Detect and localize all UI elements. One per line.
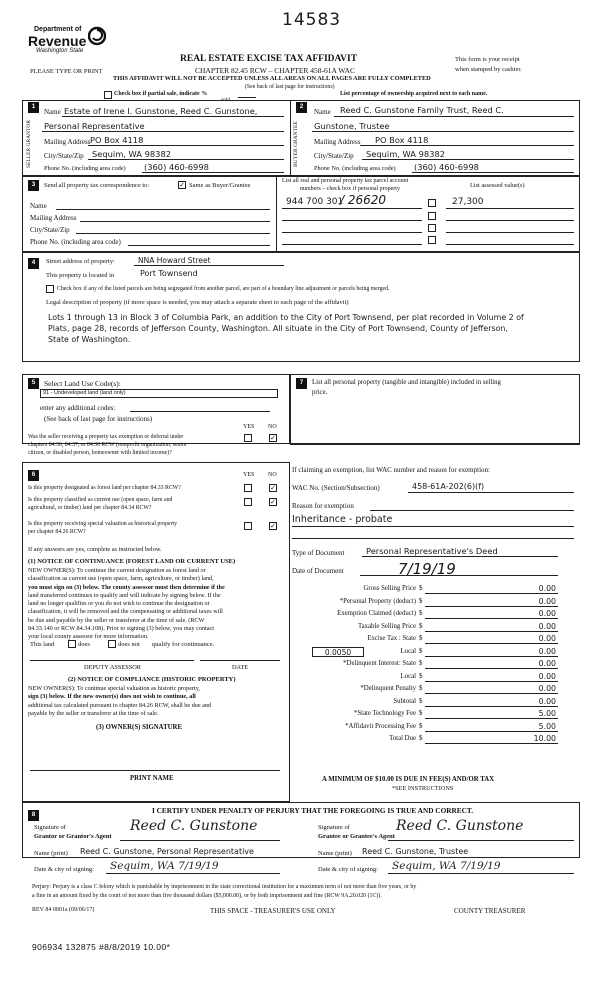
does-not-checkbox[interactable] [108,640,116,648]
grantor-signature-label-1: Signature of [34,824,66,831]
fee-value[interactable]: 0.00 [538,584,556,593]
notice1-line: NEW OWNER(S): To continue the current designation as forest land or [28,567,206,574]
does-not-label: does not [118,641,140,648]
grantee-signature-label-1: Signature of [318,824,350,831]
notice2-line: NEW OWNER(S): To continue special valuation as historic property, [28,685,200,692]
partial-sale-label: Check box if partial sale, indicate % [114,91,208,97]
list-percentage-label: List percentage of ownership acquired next to each name. [340,91,488,97]
seller-city[interactable]: Sequim, WA 98382 [92,149,172,159]
parcel-4-personal-checkbox[interactable] [428,236,436,244]
section5-question-2: chapters 84.36, 84.37, or 84.38 RCW (nonprofit organization, senior [28,442,187,448]
street-label: Street address of property: [46,258,115,265]
section5-no-checkbox[interactable]: ✓ [270,434,276,442]
doc-type[interactable]: Personal Representative's Deed [366,546,498,556]
same-as-buyer-label: Same as Buyer/Grantee [189,182,251,189]
section-4-number: 4 [28,258,39,269]
buyer-phone-label: Phone No. (including area code) [314,165,396,172]
historic-question-2: per chapter 84.26 RCW? [28,529,86,535]
does-checkbox[interactable] [68,640,76,648]
notice2-line: additional tax calculated pursuant to chapter 84.26 RCW, shall be due and [28,701,212,709]
fee-value[interactable]: 10.00 [533,734,556,743]
located-label: This property is located in [46,272,115,279]
fee-underline [425,656,558,657]
buyer-address-label: Mailing Address [314,138,361,146]
notice2-line: payable by the seller or transferor at the time of sale. [28,709,159,717]
notice2-line: sign (3) below. If the new owner(s) does not wish to continue, all [28,693,196,701]
seller-phone[interactable]: (360) 460-6998 [144,162,209,172]
county-treasurer-label: COUNTY TREASURER [454,907,526,915]
fee-dollar-sign: $ [419,672,423,680]
fee-value[interactable]: 5.00 [538,709,556,718]
grantee-signature-label-2: Grantee or Grantee's Agent [318,833,395,840]
fee-value[interactable]: 0.00 [538,659,556,668]
fee-dollar-sign: $ [419,585,423,592]
legal-description-2[interactable]: Plats, page 28, records of Jefferson County, Washington. All situate in the City of Port Townsend, County of Jefferson, [48,324,508,333]
fee-value[interactable]: 0.00 [538,609,556,618]
section5-no-header: NO [268,424,277,430]
print-name-label: PRINT NAME [130,775,174,782]
grantee-date-label: Date & city of signing: [318,866,378,873]
section-6-number: 6 [28,470,39,481]
partial-sale-checkbox[interactable] [104,91,112,99]
exemption-header: If claiming an exemption, list WAC number and reason for exemption: [292,466,490,474]
current-use-question-2: agricultural, or timber) land per chapter 84.34 RCW? [28,505,152,511]
minimum-due-note: A MINIMUM OF $10.00 IS DUE IN FEE(S) AND/OR TAX [322,776,495,783]
assessed-value[interactable]: 27,300 [452,197,484,207]
legal-description-3[interactable]: State of Washington. [48,335,131,344]
fee-dollar-sign: $ [419,710,423,717]
fee-underline [425,631,558,632]
legal-description-1[interactable]: Lots 1 through 13 in Block 3 of Columbia Park, an addition to the City of Port Townsend, per plat recorded in Volume 2 of [48,313,524,322]
fee-underline [425,743,558,744]
fee-label: Exemption Claimed (deduct) [337,610,416,617]
buyer-side-label: BUYER GRANTEE [293,121,299,167]
fee-underline [425,606,558,607]
historic-no-checkbox[interactable]: ✓ [270,522,276,530]
forest-no-checkbox[interactable]: ✓ [270,484,276,492]
logo-text-revenue: Revenue [28,33,87,49]
seller-name-label: Name [44,108,61,116]
handwritten-number: 14583 [282,10,342,30]
section-2-number: 2 [296,102,307,113]
perjury-note-1: Perjury: Perjury is a class C felony which is punishable by imprisonment in the state correctional institution for a maximum term of not more than five years, or by [32,884,417,890]
buyer-name-2[interactable]: Gunstone, Trustee [314,121,390,131]
historic-question-1: Is this property receiving special valuation as historical property [28,521,178,527]
segregated-label: Check box if any of the listed parcels are being segregated from another parcel, are part of a boundary line adjustment or parcels being merged. [57,286,390,292]
if-any-yes-note: If any answers are yes, complete as instructed below. [28,546,162,553]
notice-compliance-title: (2) NOTICE OF COMPLIANCE (HISTORIC PROPERTY) [68,676,236,683]
see-instructions-note: *SEE INSTRUCTIONS [392,785,454,792]
receipt-note-1: This form is your receipt [455,56,520,63]
fee-label: Total Due [389,735,416,742]
fee-underline [425,681,558,682]
fee-underline [425,618,558,619]
seller-side-label: SELLER GRANTOR [26,119,32,169]
deputy-date-label: DATE [232,664,249,671]
section6-yes-header: YES [243,472,255,478]
fee-underline [425,706,558,707]
section-1-number: 1 [28,102,39,113]
fee-label: Local [400,647,416,655]
see-back-note: (See back of last page for instructions) [245,84,335,90]
notice-continuance-title: (1) NOTICE OF CONTINUANCE (FOREST LAND OR CURRENT USE) [28,558,236,565]
notice1-line: be due and payable by the seller or transferor at the time of sale. (RCW [28,616,205,624]
sold-label: sold. [221,97,232,103]
land-use-code[interactable]: 91 - Undeveloped land (land only) [43,390,126,396]
receipt-stamp: 906934 132875 #8/8/2019 10.00* [32,942,171,952]
section5-yes-header: YES [243,424,255,430]
personal-property-label-1: List all personal property (tangible and intangible) included in selling [312,379,501,386]
grantor-name-print-label: Name (print) [34,850,68,857]
doc-date-label: Date of Document [292,567,344,575]
historic-yes-checkbox[interactable] [244,522,252,530]
fee-value[interactable]: 0.00 [538,634,556,643]
buyer-phone[interactable]: (360) 460-6998 [414,162,479,172]
grantee-date-city[interactable]: Sequim, WA 7/19/19 [392,860,501,872]
assessed-header: List assessed value(s) [470,182,525,189]
section5-question-1: Was the seller receiving a property tax exemption or deferral under [28,434,184,440]
section-4-box [22,252,580,362]
seller-phone-label: Phone No. (including area code) [44,165,126,172]
doc-type-label: Type of Document [292,549,345,557]
seller-name-2[interactable]: Personal Representative [44,121,145,131]
dor-logo [28,26,108,62]
corr-address-label: Mailing Address [30,214,77,222]
wac-number[interactable]: 458-61A-202(6)(f) [412,482,485,491]
fee-dollar-sign: $ [419,635,423,642]
owner-signature-label: (3) OWNER(S) SIGNATURE [96,724,182,731]
doc-date[interactable]: 7/19/19 [398,560,456,578]
located-city[interactable]: Port Townsend [140,269,198,278]
fee-label: Local [400,672,416,680]
fee-label: *State Technology Fee [353,710,416,717]
section6-no-header: NO [268,472,277,478]
notice1-line: land transferred continues to qualify and will indicate by signing below. If the [28,591,221,599]
section5-yes-checkbox[interactable] [244,434,252,442]
fee-label: Gross Selling Price [363,585,416,592]
notice1-line: classification, it will be removed and the compensating or additional taxes will [28,608,223,616]
fee-dollar-sign: $ [419,660,423,667]
send-correspondence-label: Send all property tax correspondence to: [44,182,150,189]
notice-continuance-body [28,567,286,642]
corr-city-label: City/State/Zip [30,226,70,234]
notice1-line: land no longer qualifies or you do not wish to continue the designation or [28,600,210,608]
seller-name-1[interactable]: Estate of Irene I. Gunstone, Reed C. Gunstone, [64,106,258,116]
section5-question-3: citizen, or disabled person, homeowner with limited income)? [28,450,172,456]
fee-underline [425,731,558,732]
grantee-signature[interactable]: Reed C. Gunstone [396,818,524,834]
fee-label: *Affidavit Processing Fee [345,722,416,730]
notice1-line: you must sign on (3) below. The county assessor must then determine if the [28,583,225,591]
parcel-2-personal-checkbox[interactable] [428,212,436,220]
grantor-name-print[interactable]: Reed C. Gunstone, Personal Representative [80,847,254,856]
buyer-name-label: Name [314,108,331,116]
legal-description-label: Legal description of property (if more space is needed, you may attach a separate sheet to each page of the affidavit) [46,299,349,306]
fee-value[interactable]: 0.00 [538,684,556,693]
section-3-number: 3 [28,180,39,191]
section5-see-back: (See back of last page for instructions) [44,415,153,423]
fee-label: Taxable Selling Price [357,622,416,630]
section-7-number: 7 [296,378,307,389]
fee-label: *Delinquent Penalty [360,685,416,692]
logo-text-department: Department of [34,26,82,33]
fee-value[interactable]: 0.00 [538,646,556,656]
receipt-note-2: when stamped by cashier. [455,66,522,73]
current-use-no-checkbox[interactable]: ✓ [270,498,276,506]
fee-dollar-sign: $ [419,735,423,742]
personal-property-label-2: price. [312,389,328,396]
buyer-city-label: City/State/Zip [314,152,354,160]
form-chapter: CHAPTER 82.45 RCW – CHAPTER 458-61A WAC [195,66,355,75]
fee-label: Subtotal [393,697,416,705]
grantee-name-print[interactable]: Reed C. Gunstone, Trustee [362,847,469,856]
same-as-buyer-checkbox[interactable]: ✓ [179,181,185,189]
perjury-note-2: a fine in an amount fixed by the court of not more than five thousand dollars ($5,000.00), or by both imprisonment and fine (RCW 9A.20.020 (1C)). [32,893,382,899]
fee-value[interactable]: 0.00 [538,596,556,606]
form-number: REV 84 0001a (09/06/17) [32,907,95,913]
not-accepted-note: THIS AFFIDAVIT WILL NOT BE ACCEPTED UNLESS ALL AREAS ON ALL PAGES ARE FULLY COMPLETED [113,75,431,82]
fee-underline [425,593,558,594]
fee-value[interactable]: 5.00 [538,721,556,731]
please-type: PLEASE TYPE OR PRINT [30,68,103,75]
parcel-1-personal-checkbox[interactable] [428,199,436,207]
fee-dollar-sign: $ [419,697,423,705]
fee-dollar-sign: $ [419,722,423,730]
seller-city-label: City/State/Zip [44,152,84,160]
parcel-header-1: List all real and personal property tax parcel account [282,178,409,184]
fee-label: Excise Tax : State [367,635,416,642]
seller-address-label: Mailing Address [44,138,91,146]
notice1-line: your local county assessor for more information. [28,633,149,641]
logo-text-state: Washington State [36,48,84,54]
parcel-handwritten: / 26620 [340,193,387,207]
deputy-assessor-label: DEPUTY ASSESSOR [84,664,141,671]
fee-dollar-sign: $ [419,647,423,655]
reason-label: Reason for exemption [292,502,354,510]
grantee-name-print-label: Name (print) [318,850,352,857]
fee-underline [425,718,558,719]
fee-underline [425,668,558,669]
wac-label: WAC No. (Section/Subsection) [292,484,380,492]
buyer-name-1[interactable]: Reed C. Gunstone Family Trust, Reed C. [340,105,504,115]
street-address[interactable]: NNA Howard Street [138,256,211,265]
qualify-label: qualify for continuance. [152,641,215,648]
fee-underline [425,693,558,694]
logo-swirl-icon [88,26,106,46]
fee-value[interactable]: 0.00 [538,671,556,681]
forest-land-question: Is this property designated as forest land per chapter 84.33 RCW? [28,485,181,491]
grantor-signature-label-2: Grantor or Grantor's Agent [34,833,112,840]
grantor-signature[interactable]: Reed C. Gunstone [130,818,258,834]
fee-label: *Delinquent Interest: State [343,660,416,667]
fee-dollar-sign: $ [419,597,423,605]
section-8-number: 8 [28,810,39,821]
notice1-line: 84.33.140 or RCW 84.34.108). Prior to signing (3) below, you may contact [28,625,214,633]
exemption-reason[interactable]: Inheritance - probate [292,514,393,525]
buyer-address[interactable]: PO Box 4118 [375,135,429,145]
certify-statement: I CERTIFY UNDER PENALTY OF PERJURY THAT THE FOREGOING IS TRUE AND CORRECT. [152,806,474,815]
corr-name-label: Name [30,202,47,210]
treasurer-use-label: THIS SPACE - TREASURER'S USE ONLY [210,907,336,915]
land-use-label: Select Land Use Code(s): [44,379,121,388]
current-use-question-1: Is this property classified as current use (open space, farm and [28,497,173,503]
fee-dollar-sign: $ [419,610,423,617]
segregated-checkbox[interactable] [46,285,54,293]
notice1-line: classification as current use (open space, farm, agriculture, or timber) land, [28,575,214,583]
fee-dollar-sign: $ [419,685,423,692]
form-title: REAL ESTATE EXCISE TAX AFFIDAVIT [180,54,358,64]
fee-dollar-sign: $ [419,622,423,630]
grantor-date-label: Date & city of signing: [34,866,94,873]
grantor-date-city[interactable]: Sequim, WA 7/19/19 [110,860,219,872]
section-5-number: 5 [28,378,39,389]
this-land-label: This land [30,641,55,648]
buyer-city[interactable]: Sequim, WA 98382 [366,149,446,159]
fee-value[interactable]: 0.00 [538,696,556,706]
corr-phone-label: Phone No. (including area code) [30,238,121,246]
parcel-header-2: numbers – check box if personal property [300,186,400,192]
forest-yes-checkbox[interactable] [244,484,252,492]
notice-compliance-body [28,685,286,718]
does-label: does [78,641,90,648]
current-use-yes-checkbox[interactable] [244,498,252,506]
fee-label: *Personal Property (deduct) [339,597,416,605]
parcel-3-personal-checkbox[interactable] [428,224,436,232]
fee-value[interactable]: 0.00 [538,621,556,631]
parcel-number[interactable]: 944 700 301 [286,197,344,207]
local-rate-box[interactable]: 0.0050 [312,647,364,657]
fee-underline [425,643,558,644]
seller-address[interactable]: PO Box 4118 [90,135,144,145]
additional-codes-label: enter any additional codes: [40,404,116,412]
